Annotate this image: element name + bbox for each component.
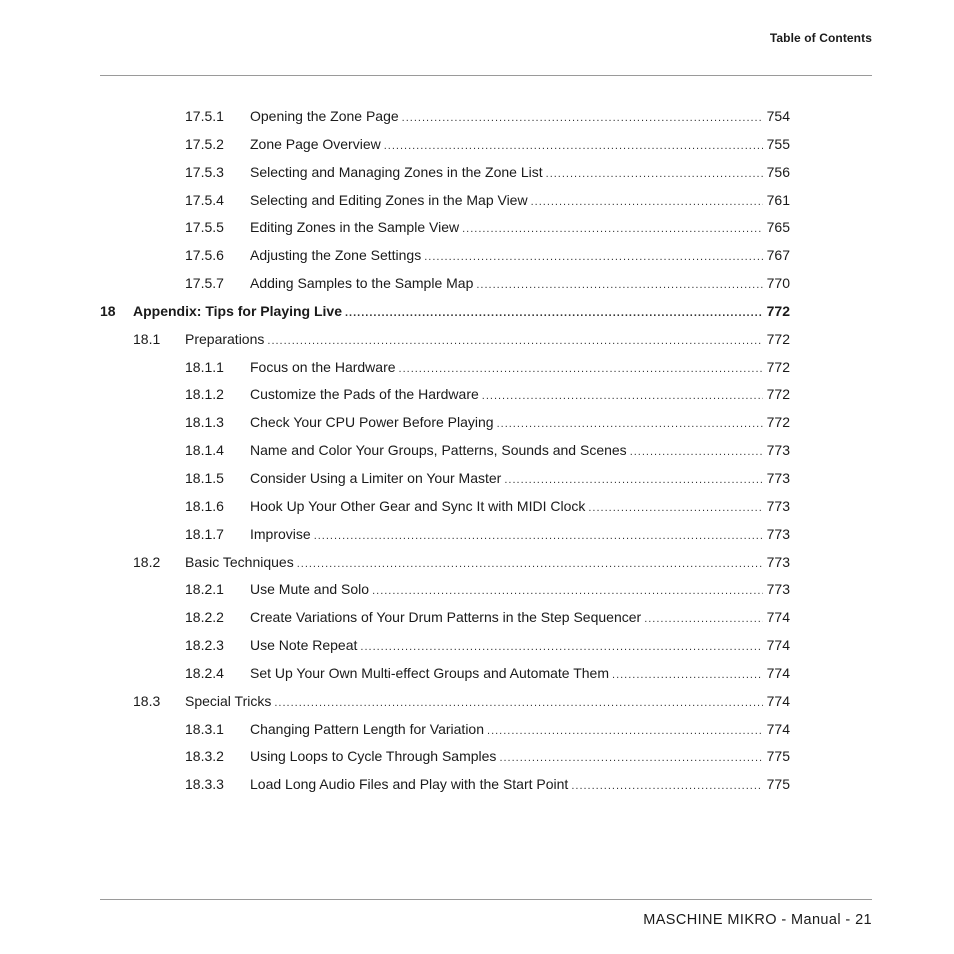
toc-entry-title: Preparations	[185, 330, 265, 347]
toc-entry-line	[250, 437, 790, 467]
toc-entry-page: 772	[766, 414, 790, 431]
toc-entry-title: Focus on the Hardware	[250, 358, 396, 375]
toc-entry-line	[250, 743, 790, 773]
toc-entry-line	[185, 326, 790, 356]
toc-entry[interactable]	[100, 298, 790, 326]
toc-entry[interactable]	[100, 131, 790, 159]
toc-entry[interactable]	[100, 493, 790, 521]
toc-entry-number: 17.5.6	[185, 247, 224, 264]
toc-entry-title: Customize the Pads of the Hardware	[250, 386, 479, 403]
toc-entry-number: 18.2.2	[185, 609, 224, 626]
toc-entry-page: 775	[766, 776, 790, 793]
dot-leader	[372, 578, 763, 606]
toc-entry-page: 774	[766, 720, 790, 737]
toc-entry-number: 17.5.4	[185, 191, 224, 208]
toc-entry-line	[250, 381, 790, 411]
toc-entry-title: Changing Pattern Length for Variation	[250, 720, 485, 737]
toc-entry-line	[250, 242, 790, 272]
dot-leader	[482, 383, 763, 411]
toc-entry-page: 761	[766, 191, 790, 208]
toc-entry[interactable]	[100, 743, 790, 771]
dot-leader	[345, 300, 763, 328]
toc-entry-page: 773	[766, 442, 790, 459]
toc-entry-line	[250, 576, 790, 606]
toc-entry[interactable]	[100, 187, 790, 215]
toc-entry-title: Use Note Repeat	[250, 637, 358, 654]
toc-entry-number: 18	[100, 302, 116, 319]
dot-leader	[384, 133, 763, 161]
toc-entry-line	[250, 187, 790, 217]
toc-entry-number: 18.2.1	[185, 581, 224, 598]
dot-leader	[588, 495, 762, 523]
page-header-title: Table of Contents	[769, 31, 872, 45]
toc-entry[interactable]	[100, 632, 790, 660]
toc-entry-page: 772	[766, 358, 790, 375]
dot-leader	[462, 216, 763, 244]
toc-entry-number: 17.5.7	[185, 275, 224, 292]
dot-leader	[274, 690, 762, 718]
toc-entry-number: 18.2.4	[185, 664, 224, 681]
toc-entry-number: 18.3.2	[185, 748, 224, 765]
toc-entry-line	[185, 688, 790, 718]
dot-leader	[267, 328, 762, 356]
toc-entry-title: Set Up Your Own Multi-effect Groups and Automate Them	[250, 664, 610, 681]
toc-entry-page: 773	[766, 525, 790, 542]
toc-entry-number: 17.5.2	[185, 135, 224, 152]
toc-entry-title: Load Long Audio Files and Play with the Start Point	[250, 776, 569, 793]
toc-entry-title: Create Variations of Your Drum Patterns in the Step Sequencer	[250, 609, 642, 626]
toc-entry-line	[250, 159, 790, 189]
toc-entry-line	[185, 549, 790, 579]
dot-leader	[424, 244, 762, 272]
toc-entry-line	[250, 409, 790, 439]
toc-entry-title: Basic Techniques	[185, 553, 294, 570]
dot-leader	[531, 189, 763, 217]
dot-leader	[504, 467, 762, 495]
toc-entry-number: 18.1.3	[185, 414, 224, 431]
dot-leader	[314, 523, 763, 551]
toc-entry[interactable]	[100, 437, 790, 465]
toc-entry[interactable]	[100, 660, 790, 688]
toc-entry-line	[250, 604, 790, 634]
toc-entry-page: 772	[766, 330, 790, 347]
toc-entry-title: Editing Zones in the Sample View	[250, 219, 460, 236]
toc-entry-title: Improvise	[250, 525, 311, 542]
header-divider	[100, 75, 872, 76]
toc-entry-number: 18.1.2	[185, 386, 224, 403]
toc-entry[interactable]	[100, 214, 790, 242]
toc-entry-page: 756	[766, 163, 790, 180]
toc-entry[interactable]	[100, 326, 790, 354]
toc-entry-page: 775	[766, 748, 790, 765]
toc-entry-page: 773	[766, 497, 790, 514]
toc-entry-title: Selecting and Editing Zones in the Map View	[250, 191, 528, 208]
toc-entry[interactable]	[100, 688, 790, 716]
toc-entry-number: 17.5.5	[185, 219, 224, 236]
dot-leader	[644, 606, 762, 634]
footer-divider	[100, 899, 872, 900]
toc-entry-number: 18.3	[133, 692, 161, 709]
toc-entry-number: 18.1.7	[185, 525, 224, 542]
toc-entry-number: 17.5.3	[185, 163, 224, 180]
toc-entry-title: Special Tricks	[185, 692, 272, 709]
dot-leader	[630, 439, 763, 467]
toc-entry-number: 18.1	[133, 330, 161, 347]
dot-leader	[399, 356, 763, 384]
toc-entry-page: 765	[766, 219, 790, 236]
toc-entry-page: 773	[766, 581, 790, 598]
dot-leader	[360, 634, 762, 662]
toc-entry-line	[133, 298, 790, 328]
toc-entry-line	[250, 771, 790, 801]
dot-leader	[297, 551, 763, 579]
toc-entry[interactable]	[100, 409, 790, 437]
toc-entry[interactable]	[100, 242, 790, 270]
toc-entry-title: Adding Samples to the Sample Map	[250, 275, 474, 292]
toc-entry[interactable]	[100, 159, 790, 187]
toc-entry[interactable]	[100, 465, 790, 493]
toc-entry-number: 18.3.1	[185, 720, 224, 737]
toc-entry-line	[250, 660, 790, 690]
toc-entry-line	[250, 131, 790, 161]
dot-leader	[571, 773, 762, 801]
dot-leader	[497, 411, 763, 439]
toc-entry-number: 18.3.3	[185, 776, 224, 793]
toc-entry-number: 18.2	[133, 553, 161, 570]
toc-entry[interactable]	[100, 716, 790, 744]
toc-entry[interactable]	[100, 604, 790, 632]
toc-entry-number: 18.1.5	[185, 469, 224, 486]
toc-entry-number: 18.1.1	[185, 358, 224, 375]
toc-entry-number: 18.1.6	[185, 497, 224, 514]
toc-entry[interactable]	[100, 771, 790, 799]
toc-entry-page: 774	[766, 664, 790, 681]
toc-entry-title: Consider Using a Limiter on Your Master	[250, 469, 502, 486]
toc-entry-page: 767	[766, 247, 790, 264]
toc-entry-title: Using Loops to Cycle Through Samples	[250, 748, 497, 765]
dot-leader	[612, 662, 763, 690]
toc-entry-line	[250, 632, 790, 662]
toc-entry[interactable]	[100, 549, 790, 577]
toc-entry-title: Name and Color Your Groups, Patterns, Sounds and Scenes	[250, 442, 627, 459]
toc-entry-number: 17.5.1	[185, 108, 224, 124]
toc-entry-page: 774	[766, 609, 790, 626]
toc-entry-line	[250, 354, 790, 384]
toc-entry-page: 772	[766, 302, 790, 319]
toc-entry-page: 754	[766, 108, 790, 124]
toc-entry-line	[250, 214, 790, 244]
toc-entry-title: Adjusting the Zone Settings	[250, 247, 422, 264]
toc-entry-title: Opening the Zone Page	[250, 108, 399, 124]
dot-leader	[476, 272, 762, 300]
toc-entry[interactable]	[100, 270, 790, 298]
toc-entry-page: 773	[766, 553, 790, 570]
dot-leader	[487, 718, 763, 746]
toc-entry-line	[250, 465, 790, 495]
toc-entry[interactable]	[100, 521, 790, 549]
toc-entry-line	[250, 270, 790, 300]
toc-entry-page: 773	[766, 469, 790, 486]
toc-entry-page: 770	[766, 275, 790, 292]
toc-entry-line	[250, 493, 790, 523]
toc-entry-title: Use Mute and Solo	[250, 581, 370, 598]
toc-entry-page: 772	[766, 386, 790, 403]
toc-entry-page: 774	[766, 692, 790, 709]
toc-entry[interactable]	[100, 381, 790, 409]
toc-entry-title: Appendix: Tips for Playing Live	[133, 302, 342, 319]
toc-entry[interactable]	[100, 103, 790, 131]
toc-entry-title: Check Your CPU Power Before Playing	[250, 414, 494, 431]
toc-entry-line	[250, 103, 790, 133]
toc-entry[interactable]	[100, 354, 790, 382]
dot-leader	[546, 161, 763, 189]
dot-leader	[499, 745, 762, 773]
toc-entry-title: Selecting and Managing Zones in the Zone List	[250, 163, 543, 180]
toc-entry-line	[250, 521, 790, 551]
table-of-contents	[100, 103, 790, 799]
toc-entry-title: Hook Up Your Other Gear and Sync It with MIDI Clock	[250, 497, 586, 514]
toc-entry-page: 755	[766, 135, 790, 152]
toc-entry-number: 18.2.3	[185, 637, 224, 654]
toc-entry-title: Zone Page Overview	[250, 135, 381, 152]
toc-entry-number: 18.1.4	[185, 442, 224, 459]
toc-entry-line	[250, 716, 790, 746]
toc-entry[interactable]	[100, 576, 790, 604]
page-footer: MASCHINE MIKRO - Manual - 21	[643, 912, 872, 928]
dot-leader	[402, 105, 763, 133]
toc-entry-page: 774	[766, 637, 790, 654]
